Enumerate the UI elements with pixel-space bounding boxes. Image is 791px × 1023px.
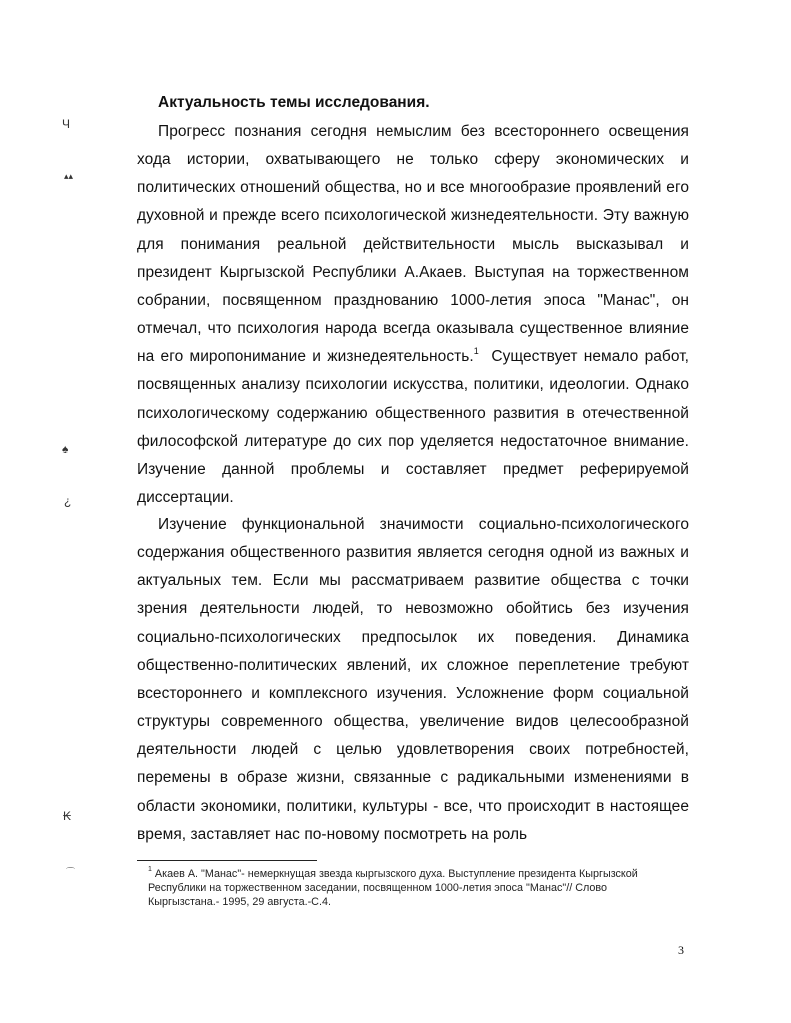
footnote-divider — [137, 860, 317, 861]
footnote-reference: 1 — [473, 346, 479, 357]
footnote-marker: 1 — [148, 866, 152, 874]
scan-artifact-mark: ¿ — [64, 494, 72, 508]
paragraph — [137, 118, 689, 512]
paragraph — [137, 511, 689, 849]
footnote — [148, 867, 668, 909]
scan-artifact-mark: Ч — [62, 117, 70, 131]
scan-artifact-mark: ▴▴ — [64, 171, 74, 181]
scan-artifact-mark: ♠ — [62, 442, 69, 456]
paragraph-text: Прогресс познания сегодня немыслим без всестороннего освещения хода истории, охватывающего не только сферу экономических и политических отношений общества, но и все многообразие проявлений его духовной и прежде всего психологической жизнедеятельности. Эту важную для понимания реальной действительности мысль высказывал и президент Кыргызской Республики А.Акаев. Выступая на торжественном собрании, посвященном празднованию 1000-летия эпоса "Манас", он отмечал, что психология народа всегда оказывала существенное влияние на его миропонимание и жизнедеятельность. — [137, 123, 689, 366]
footnote-text: Акаев А. "Манас"- немеркнущая звезда кыргызского духа. Выступление президента Кыргызской Республики на торжественном заседании, посвященном 1000-летия эпоса "Манас"// Слово Кыргызстана.- 1995, 29 августа.-С.4. — [148, 868, 638, 908]
paragraph-text: Существует немало работ, посвященных анализу психологии искусства, политики, идеологии. Однако психологическому содержанию общественного развития в отечественной философской литературе до сих пор уделяется недостаточное внимание. Изучение данной проблемы и составляет предмет реферируемой диссертации. — [137, 348, 689, 507]
scan-artifact-mark: ₭ — [63, 809, 72, 823]
section-heading: Актуальность темы исследования. — [158, 94, 430, 111]
paragraph-text: Изучение функциональной значимости социально-психологического содержания общественного развития является сегодня одной из важных и актуальных тем. Если мы рассматриваем развитие общества с точки зрения деятельности людей, то невозможно обойтись без изучения социально-психологических предпосылок их поведения. Динамика общественно-политических явлений, их сложное переплетение требуют всестороннего и комплексного изучения. Усложнение форм социальной структуры современного общества, увеличение видов целесообразной деятельности людей с целью удовлетворения своих потребностей, перемены в образе жизни, связанные с радикальными изменениями в области экономики, политики, культуры - все, что происходит в настоящее время, заставляет нас по-новому посмотреть на роль — [137, 516, 689, 843]
scan-artifact-mark: ⌒ — [66, 867, 76, 877]
page-number: 3 — [678, 943, 684, 957]
